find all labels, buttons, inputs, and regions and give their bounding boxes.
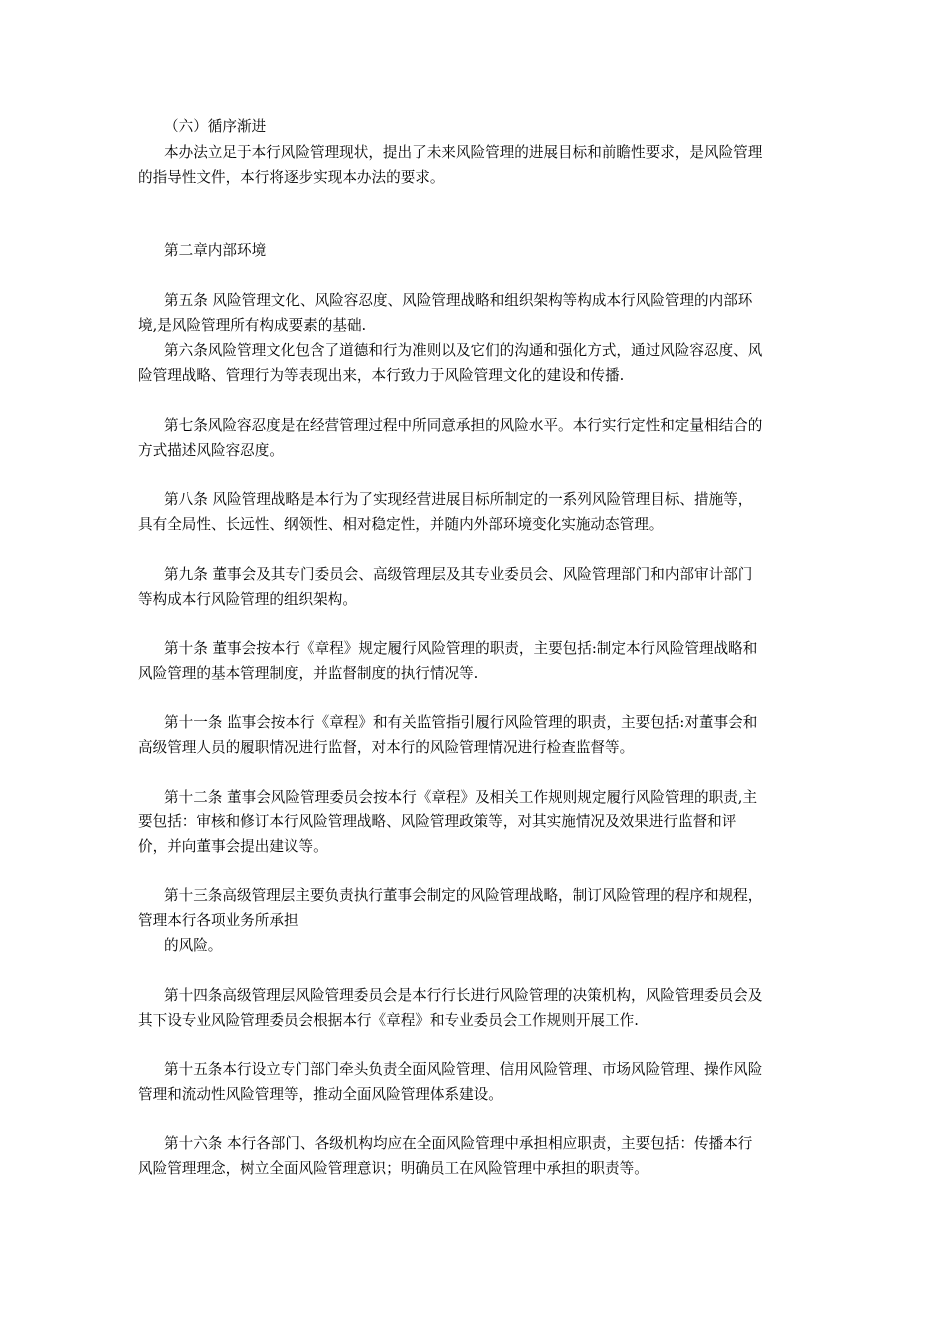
article-9-line: 等构成本行风险管理的组织架构。 [138,591,357,608]
article-12-line: 第十二条 董事会风险管理委员会按本行《章程》及相关工作规则规定履行风险管理的职责,主 [164,789,758,806]
article-15-line: 第十五条本行设立专门部门牵头负责全面风险管理、信用风险管理、市场风险管理、操作风险 [164,1061,763,1078]
article-6-line: 第六条风险管理文化包含了道德和行为准则以及它们的沟通和强化方式，通过风险容忍度、风 [164,342,763,359]
subsection-heading: （六）循序渐进 [164,118,267,135]
article-13-line: 第十三条高级管理层主要负责执行董事会制定的风险管理战略，制订风险管理的程序和规程， [164,887,763,904]
chapter-title: 第二章内部环境 [164,242,267,259]
article-13-line: 的风险。 [164,937,223,954]
article-11-line: 高级管理人员的履职情况进行监督，对本行的风险管理情况进行检查监督等。 [138,739,635,756]
article-9-line: 第九条 董事会及其专门委员会、高级管理层及其专业委员会、风险管理部门和内部审计部门 [164,566,753,583]
article-13-line: 管理本行各项业务所承担 [138,912,299,929]
article-12-line: 价，并向董事会提出建议等。 [138,838,328,855]
article-12-line: 要包括：审核和修订本行风险管理战略、风险管理政策等，对其实施情况及效果进行监督和评 [138,813,737,830]
article-16-line: 风险管理理念，树立全面风险管理意识；明确员工在风险管理中承担的职责等。 [138,1160,649,1177]
article-5-line: 第五条 风险管理文化、风险容忍度、风险管理战略和组织架构等构成本行风险管理的内部环 [164,292,753,309]
article-7-line: 方式描述风险容忍度。 [138,442,284,459]
article-6-line: 险管理战略、管理行为等表现出来，本行致力于风险管理文化的建设和传播. [138,367,625,384]
article-14-line: 第十四条高级管理层风险管理委员会是本行行长进行风险管理的决策机构，风险管理委员会及 [164,987,763,1004]
paragraph-line: 本办法立足于本行风险管理现状，提出了未来风险管理的进展目标和前瞻性要求，是风险管理 [164,144,763,161]
paragraph-line: 的指导性文件，本行将逐步实现本办法的要求。 [138,169,445,186]
article-16-line: 第十六条 本行各部门、各级机构均应在全面风险管理中承担相应职责，主要包括：传播本行 [164,1135,753,1152]
article-10-line: 第十条 董事会按本行《章程》规定履行风险管理的职责，主要包括:制定本行风险管理战略和 [164,640,758,657]
article-15-line: 管理和流动性风险管理等，推动全面风险管理体系建设。 [138,1086,503,1103]
article-5-line: 境,是风险管理所有构成要素的基础. [138,317,367,334]
article-8-line: 第八条 风险管理战略是本行为了实现经营进展目标所制定的一系列风险管理目标、措施等， [164,491,753,508]
article-11-line: 第十一条 监事会按本行《章程》和有关监管指引履行风险管理的职责，主要包括:对董事会和 [164,714,758,731]
article-14-line: 其下设专业风险管理委员会根据本行《章程》和专业委员会工作规则开展工作. [138,1012,639,1029]
article-7-line: 第七条风险容忍度是在经营管理过程中所同意承担的风险水平。本行实行定性和定量相结合的 [164,417,763,434]
article-8-line: 具有全局性、长远性、纲领性、相对稳定性，并随内外部环境变化实施动态管理。 [138,516,664,533]
article-10-line: 风险管理的基本管理制度，并监督制度的执行情况等. [138,665,479,682]
